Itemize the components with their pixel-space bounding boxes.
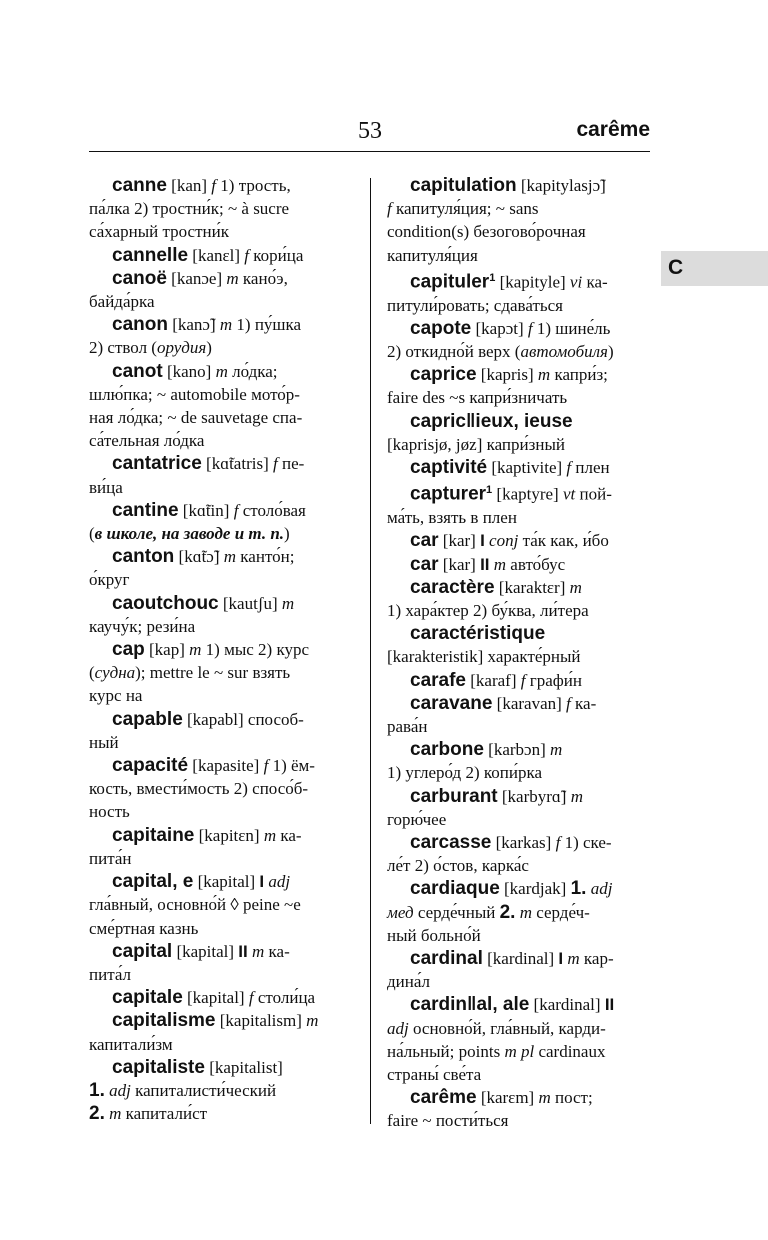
headword: carafe bbox=[410, 669, 466, 691]
headword: capituler bbox=[410, 271, 490, 293]
letter-tab-label: C bbox=[668, 256, 684, 279]
headword: car bbox=[410, 530, 439, 552]
definition-line: питули́ровать; сдава́ться bbox=[387, 295, 563, 315]
headword: capitaliste bbox=[112, 1056, 205, 1078]
definition: капиталисти́ческий bbox=[130, 1080, 277, 1100]
definition: ) bbox=[607, 342, 614, 362]
headword: caractéristique bbox=[410, 623, 546, 645]
headword: canton bbox=[112, 546, 175, 568]
definition: ка- bbox=[264, 941, 290, 961]
definition: ло́дка; bbox=[227, 361, 278, 381]
headword: cardin‖al, ale bbox=[410, 994, 530, 1016]
definition: основно́й, гла́вный, карди- bbox=[408, 1018, 606, 1038]
headword: carburant bbox=[410, 785, 498, 807]
transcription: [kapabl] способ- bbox=[182, 709, 304, 729]
page-number: 53 bbox=[358, 118, 382, 144]
transcription: [kan] bbox=[166, 176, 212, 195]
grammar-label: m bbox=[189, 640, 202, 660]
grammar-label: m bbox=[569, 577, 582, 597]
definition: ( bbox=[89, 524, 95, 544]
usage-note: мед bbox=[387, 902, 414, 922]
dictionary-entry bbox=[387, 1086, 650, 1132]
dictionary-entry bbox=[387, 267, 650, 317]
grammar-label: m bbox=[570, 786, 584, 806]
headword: caprice bbox=[410, 364, 477, 386]
definition-line: пита́н bbox=[89, 848, 132, 868]
headword: capote bbox=[410, 317, 472, 339]
grammar-label: f bbox=[233, 500, 239, 520]
headword: car bbox=[410, 553, 439, 575]
grammar-label: f bbox=[211, 176, 217, 195]
grammar-label: m bbox=[306, 1011, 319, 1031]
dictionary-entry bbox=[387, 174, 650, 267]
dictionary-entry bbox=[387, 529, 650, 552]
transcription: [kautʃu] bbox=[218, 593, 282, 613]
transcription: [kaptyre] bbox=[492, 484, 563, 504]
usage-note: орудия bbox=[156, 338, 207, 358]
grammar-label: m bbox=[215, 361, 228, 381]
grammar-label: m bbox=[263, 825, 277, 845]
homonym-number: I bbox=[558, 949, 564, 969]
grammar-label: adj bbox=[387, 1018, 409, 1038]
homonym-number: II bbox=[480, 554, 490, 574]
headword: capacité bbox=[112, 755, 189, 777]
headword: capital, e bbox=[112, 871, 194, 893]
headword: capitale bbox=[112, 987, 183, 1009]
dictionary-entry bbox=[89, 708, 351, 754]
transcription: [kapasite] bbox=[188, 756, 264, 776]
headword: cap bbox=[112, 639, 145, 661]
definition-line: рава́н bbox=[387, 716, 428, 736]
homonym-number: II bbox=[604, 995, 615, 1015]
transcription: [kar] bbox=[438, 531, 481, 551]
sense-number: 1. bbox=[89, 1079, 105, 1101]
dictionary-entry bbox=[387, 553, 650, 576]
transcription: [kar] bbox=[438, 554, 481, 574]
definition-line: каучу́к; рези́на bbox=[89, 616, 196, 636]
homonym-number: II bbox=[238, 941, 248, 961]
definition: капитуля́ция; ~ sans bbox=[391, 199, 539, 219]
header-rule bbox=[89, 151, 650, 152]
transcription: [kap] bbox=[144, 640, 190, 660]
usage-note: в школе, на заводе и т. п. bbox=[94, 524, 285, 544]
definition: канто́н; bbox=[236, 547, 295, 567]
definition-line: ность bbox=[89, 802, 130, 822]
transcription: [karaf] bbox=[466, 670, 521, 690]
dictionary-entry bbox=[89, 940, 351, 986]
grammar-label: f bbox=[566, 458, 572, 478]
dictionary-entry bbox=[387, 410, 650, 456]
transcription: [kapɔt] bbox=[471, 318, 528, 338]
grammar-label: vi bbox=[569, 272, 583, 292]
grammar-label: f bbox=[263, 756, 269, 776]
definition-line: [karakteristik] характе́рный bbox=[387, 647, 581, 667]
definition: 1) трость, bbox=[216, 176, 291, 195]
definition-line: са́харный тростни́к bbox=[89, 222, 229, 242]
grammar-label: m bbox=[567, 949, 580, 969]
headword: capitalisme bbox=[112, 1010, 216, 1032]
grammar-label: m pl bbox=[504, 1041, 535, 1061]
dictionary-entry bbox=[89, 824, 351, 870]
definition-line: кость, вмести́мость 2) спосо́б- bbox=[89, 779, 309, 799]
dictionary-entry bbox=[89, 545, 351, 591]
definition-line: faire ~ пости́ться bbox=[387, 1111, 509, 1131]
grammar-label: m bbox=[538, 1088, 551, 1108]
definition-line: гла́вный, основно́й ◊ peine ~e bbox=[89, 895, 301, 915]
definition: серде́ч- bbox=[531, 902, 590, 922]
dictionary-entry bbox=[89, 592, 351, 638]
headword: caravane bbox=[410, 692, 493, 714]
transcription: [kanɔe] bbox=[166, 268, 227, 288]
dictionary-entry bbox=[89, 638, 351, 708]
headword: cardiaque bbox=[410, 878, 500, 900]
definition: ( bbox=[89, 663, 95, 683]
definition: плен bbox=[571, 458, 610, 478]
grammar-label: m bbox=[252, 941, 265, 961]
transcription: [kɑ̃tatris] bbox=[201, 454, 273, 474]
definition-line: 1) углеро́д 2) копи́рка bbox=[387, 763, 543, 783]
dictionary-entry bbox=[387, 576, 650, 622]
grammar-label: m bbox=[519, 902, 532, 922]
grammar-label: m bbox=[109, 1104, 122, 1124]
transcription: [kapityle] bbox=[495, 272, 570, 292]
transcription: [karbyrɑ̃] bbox=[497, 786, 571, 806]
grammar-label: f bbox=[520, 670, 526, 690]
transcription: [karavan] bbox=[492, 693, 567, 713]
headword: caractère bbox=[410, 576, 495, 598]
transcription: [kanɔ̃] bbox=[167, 315, 220, 335]
dictionary-entry bbox=[89, 452, 351, 498]
grammar-label: adj bbox=[109, 1080, 131, 1100]
grammar-label: m bbox=[550, 740, 563, 760]
definition: пост; bbox=[550, 1088, 593, 1108]
transcription: [kapital] bbox=[193, 872, 260, 892]
letter-thumb-tab bbox=[661, 251, 768, 286]
definition-line: капитуля́ция bbox=[387, 245, 478, 265]
definition-line: 1) хара́ктер 2) бу́ква, ли́тера bbox=[387, 600, 589, 620]
definition: капри́з; bbox=[550, 365, 608, 385]
headword: capitaine bbox=[112, 824, 195, 846]
homonym-superscript: 1 bbox=[486, 484, 493, 497]
definition-line: ная ло́дка; ~ de sauvetage спа- bbox=[89, 408, 303, 428]
headword: cannelle bbox=[112, 244, 189, 266]
headword: carême bbox=[410, 1087, 477, 1109]
sense-number: 2. bbox=[499, 901, 516, 923]
grammar-label: f bbox=[566, 693, 571, 713]
grammar-label: vt bbox=[562, 484, 576, 504]
definition: столи́ца bbox=[253, 988, 316, 1008]
definition-line: страны́ све́та bbox=[387, 1065, 482, 1085]
dictionary-entry bbox=[387, 785, 650, 831]
definition-line: condition(s) безогово́рочная bbox=[387, 222, 586, 242]
definition: 1) ске- bbox=[560, 833, 612, 852]
dictionary-entry bbox=[387, 479, 650, 529]
grammar-label: f bbox=[527, 318, 533, 338]
definition: ка- bbox=[582, 272, 608, 292]
transcription: [karkas] bbox=[491, 833, 556, 852]
dictionary-entry bbox=[387, 993, 650, 1086]
grammar-label: adj bbox=[268, 872, 291, 892]
transcription: [karɛm] bbox=[476, 1088, 539, 1108]
grammar-label: m bbox=[281, 593, 295, 613]
transcription: [kanɛl] bbox=[188, 245, 245, 265]
transcription: [kardjak] bbox=[499, 879, 571, 899]
grammar-label: f bbox=[555, 833, 561, 852]
headword: capric‖ieux, ieuse bbox=[410, 410, 573, 432]
definition-line: ный bbox=[89, 732, 119, 752]
transcription: [karbɔn] bbox=[483, 740, 550, 760]
definition: 1) ём- bbox=[268, 756, 315, 776]
dictionary-entry bbox=[89, 174, 351, 244]
grammar-label: m bbox=[537, 365, 551, 385]
grammar-label: f bbox=[273, 454, 278, 474]
definition-line: па́лка 2) тростни́к; ~ à sucre bbox=[89, 199, 290, 219]
headword: canot bbox=[112, 360, 163, 382]
definition: кори́ца bbox=[249, 245, 304, 265]
transcription: [kɑ̃tin] bbox=[178, 500, 234, 520]
right-column bbox=[387, 174, 650, 1133]
dictionary-entry bbox=[89, 267, 351, 313]
definition-line: ный больно́й bbox=[387, 925, 481, 945]
transcription: [kardinal] bbox=[529, 995, 605, 1015]
definition: столо́вая bbox=[238, 500, 306, 520]
headword: canoë bbox=[112, 267, 167, 289]
dictionary-entry bbox=[387, 947, 650, 993]
definition: графи́н bbox=[525, 670, 582, 690]
homonym-superscript: 1 bbox=[489, 271, 496, 284]
dictionary-entry bbox=[89, 313, 351, 359]
headword: captivité bbox=[410, 457, 488, 479]
grammar-label: m bbox=[219, 315, 233, 335]
definition-line: байда́рка bbox=[89, 292, 155, 312]
definition-line: ви́ца bbox=[89, 477, 123, 497]
left-column bbox=[89, 174, 351, 1125]
definition-line: [kaprisjø, jøz] капри́зный bbox=[387, 434, 565, 454]
transcription: [kapital] bbox=[182, 988, 249, 1008]
sense-number: 2. bbox=[89, 1103, 105, 1125]
transcription: [kapris] bbox=[476, 365, 538, 385]
dictionary-entry bbox=[89, 1056, 351, 1126]
dictionary-entry bbox=[89, 986, 351, 1009]
dictionary-entry bbox=[89, 244, 351, 267]
definition: пой- bbox=[575, 484, 612, 504]
definition-line: пита́л bbox=[89, 964, 132, 984]
definition: ); mettre le ~ sur взять bbox=[135, 663, 291, 683]
definition: авто́бус bbox=[506, 554, 566, 574]
definition: на́льный; points bbox=[387, 1041, 505, 1061]
transcription: [kɑ̃tɔ̃] bbox=[174, 547, 224, 567]
definition-line: о́круг bbox=[89, 570, 130, 590]
dictionary-entry bbox=[89, 754, 351, 824]
dictionary-entry bbox=[387, 831, 650, 877]
headword: canon bbox=[112, 314, 168, 336]
usage-note: судна bbox=[94, 663, 136, 683]
headword: canne bbox=[112, 175, 167, 196]
grammar-label: adj bbox=[590, 879, 613, 899]
definition-line: капитали́зм bbox=[89, 1034, 173, 1054]
headword: capable bbox=[112, 708, 183, 730]
sense-number: 1. bbox=[570, 878, 587, 900]
dictionary-entry bbox=[387, 317, 650, 363]
definition: ) bbox=[284, 524, 290, 544]
headword: caoutchouc bbox=[112, 592, 219, 614]
headword: capitulation bbox=[410, 175, 517, 196]
definition-line: дина́л bbox=[387, 972, 431, 992]
definition-line: са́тельная ло́дка bbox=[89, 431, 205, 451]
transcription: [kaptivite] bbox=[487, 458, 567, 478]
transcription: [karaktɛr] bbox=[494, 577, 570, 597]
grammar-label: m bbox=[226, 268, 239, 288]
definition: 2) ствол ( bbox=[89, 338, 157, 358]
column-divider bbox=[370, 178, 371, 1124]
definition: та́к как, и́бо bbox=[518, 531, 609, 551]
definition: ка- bbox=[276, 825, 302, 845]
definition-line: курс на bbox=[89, 686, 143, 706]
grammar-label: f bbox=[248, 988, 254, 1008]
dictionary-entry bbox=[387, 738, 650, 784]
headword: cardinal bbox=[410, 948, 483, 970]
definition: ) bbox=[206, 338, 212, 358]
headword: capital bbox=[112, 940, 173, 962]
transcription: [kapitylasjɔ̃] bbox=[516, 176, 606, 195]
running-head: carême bbox=[576, 118, 650, 141]
definition: кар- bbox=[579, 949, 614, 969]
definition: 2) откидно́й верх ( bbox=[387, 342, 521, 362]
definition: 1) мыс 2) курс bbox=[201, 640, 310, 660]
dictionary-entry bbox=[89, 499, 351, 545]
dictionary-entry bbox=[387, 692, 650, 738]
definition-line: сме́ртная казнь bbox=[89, 918, 199, 938]
grammar-label: m bbox=[223, 547, 237, 567]
transcription: [kapitalism] bbox=[215, 1011, 307, 1031]
definition: серде́чный bbox=[413, 902, 500, 922]
definition-line: шлю́пка; ~ automobile мото́р- bbox=[89, 384, 300, 404]
dictionary-entry bbox=[387, 622, 650, 668]
dictionary-entry bbox=[387, 456, 650, 479]
homonym-number: I bbox=[480, 531, 485, 551]
grammar-label: f bbox=[244, 245, 250, 265]
transcription: [kano] bbox=[162, 361, 216, 381]
definition: 1) пу́шка bbox=[232, 315, 302, 335]
dictionary-entry bbox=[89, 870, 351, 940]
headword: cantine bbox=[112, 499, 179, 521]
dictionary-entry bbox=[387, 669, 650, 692]
usage-note: автомобиля bbox=[520, 342, 608, 362]
definition-line: faire des ~s капри́зничать bbox=[387, 388, 568, 408]
transcription: [kapitalist] bbox=[204, 1057, 283, 1077]
dictionary-entry bbox=[387, 363, 650, 409]
definition: cardinaux bbox=[534, 1041, 606, 1061]
definition: пе- bbox=[277, 454, 305, 474]
definition-line: ма́ть, взять в плен bbox=[387, 508, 517, 528]
headword: carcasse bbox=[410, 832, 492, 853]
grammar-label: m bbox=[493, 554, 507, 574]
transcription: [kapital] bbox=[172, 941, 239, 961]
dictionary-entry bbox=[89, 1009, 351, 1055]
headword: carbone bbox=[410, 739, 484, 761]
definition: ка- bbox=[570, 693, 597, 713]
definition: кано́э, bbox=[238, 268, 288, 288]
definition-line: ле́т 2) о́стов, карка́с bbox=[387, 856, 529, 876]
grammar-label: conj bbox=[489, 531, 519, 551]
headword: capturer bbox=[410, 483, 487, 505]
headword: cantatrice bbox=[112, 453, 202, 475]
dictionary-entry bbox=[387, 877, 650, 947]
definition: 1) шине́ль bbox=[532, 318, 611, 338]
transcription: [kapitɛn] bbox=[194, 825, 264, 845]
definition-line: горю́чее bbox=[387, 809, 447, 829]
dictionary-entry bbox=[89, 360, 351, 453]
transcription: [kardinal] bbox=[482, 949, 559, 969]
grammar-label: f bbox=[387, 199, 392, 219]
definition: капитали́ст bbox=[121, 1104, 208, 1124]
homonym-number: I bbox=[259, 872, 265, 892]
